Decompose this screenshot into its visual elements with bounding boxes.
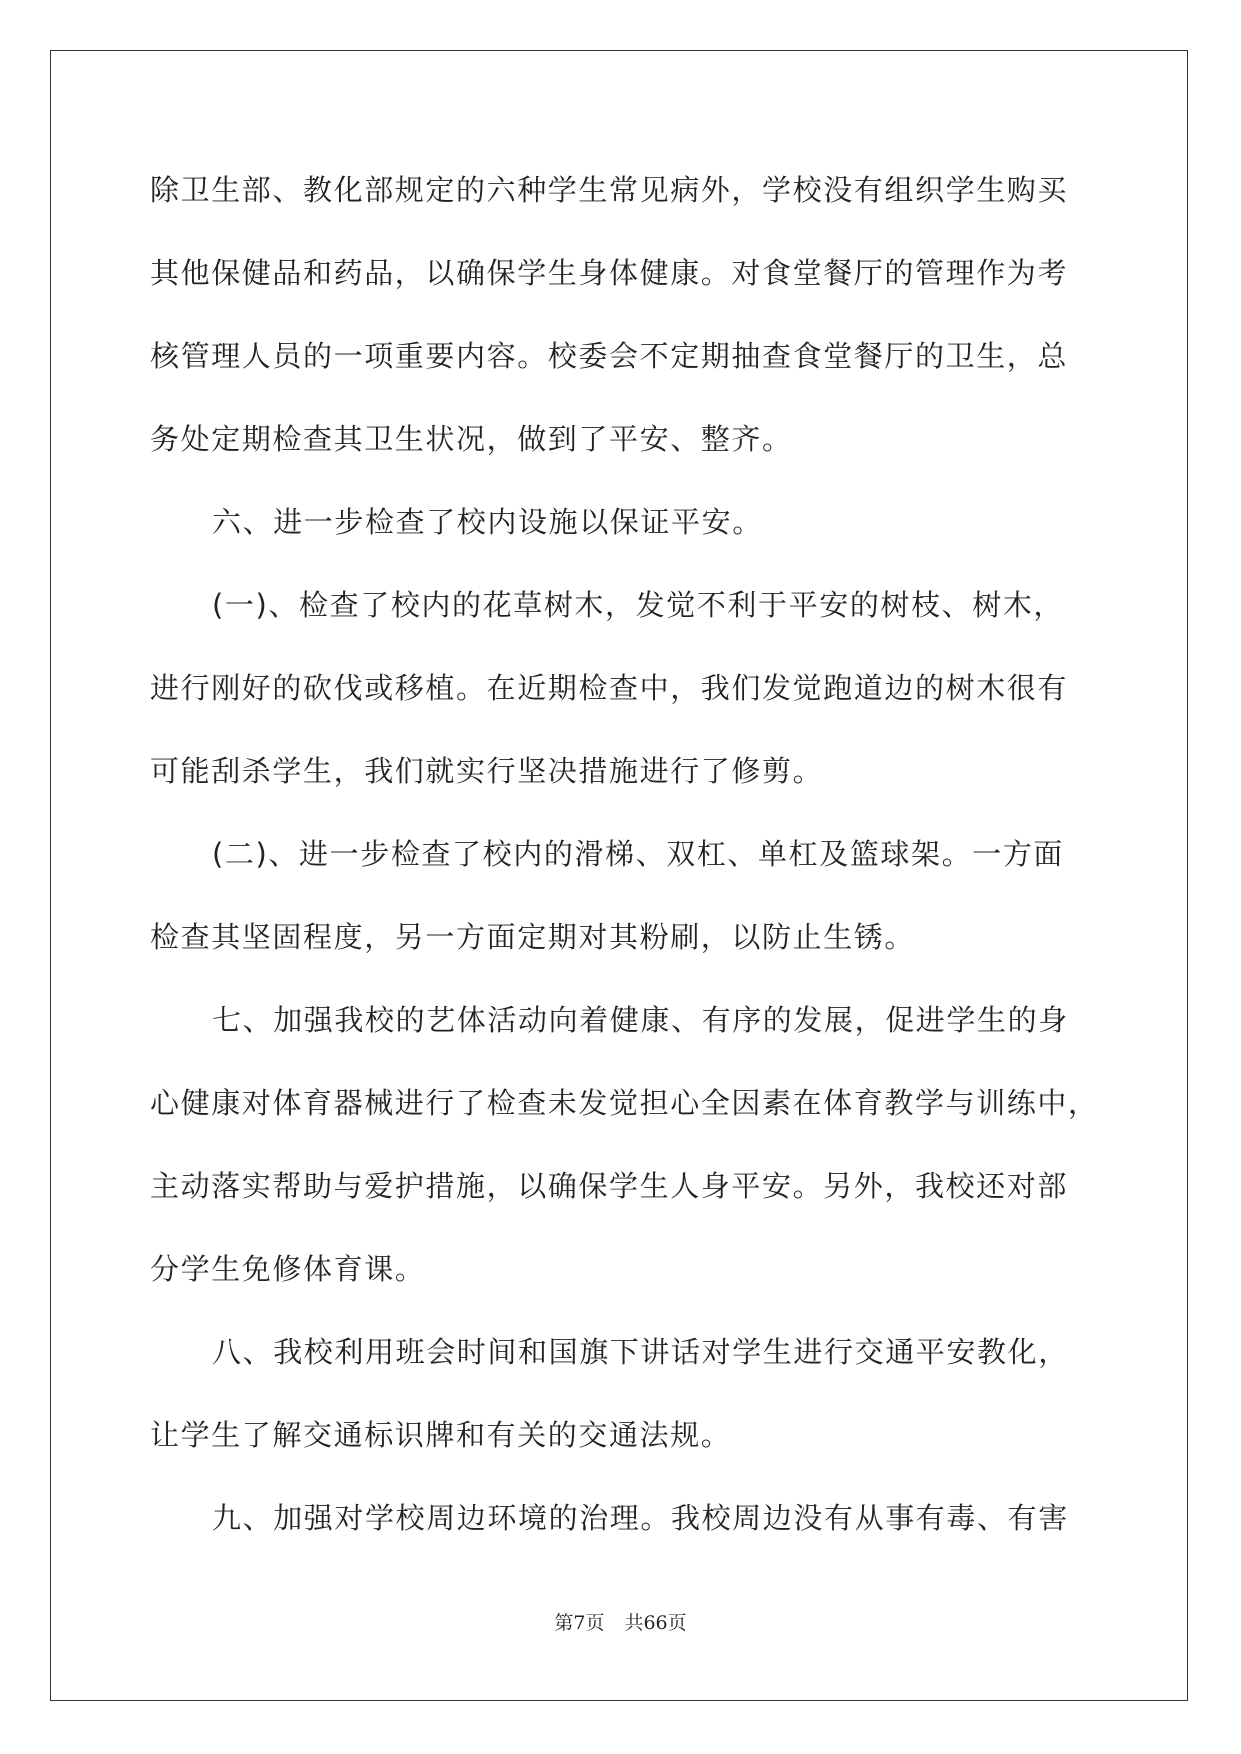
text-line: 进行刚好的砍伐或移植。在近期检查中，我们发觉跑道边的树木很有	[150, 671, 1069, 705]
text-line: 可能刮杀学生，我们就实行坚决措施进行了修剪。	[150, 754, 824, 788]
section-heading-six: 六、进一步检查了校内设施以保证平安。	[212, 505, 763, 539]
text-line: 分学生免修体育课。	[150, 1252, 426, 1286]
text-line: 除卫生部、教化部规定的六种学生常见病外，学校没有组织学生购买	[150, 173, 1069, 207]
text-line: 让学生了解交通标识牌和有关的交通法规。	[150, 1418, 732, 1452]
section-seven: 七、加强我校的艺体活动向着健康、有序的发展，促进学生的身	[212, 1003, 1069, 1037]
text-line: 主动落实帮助与爱护措施，以确保学生人身平安。另外，我校还对部	[150, 1169, 1069, 1203]
text-line: 核管理人员的一项重要内容。校委会不定期抽查食堂餐厅的卫生，总	[150, 339, 1069, 373]
section-nine: 九、加强对学校周边环境的治理。我校周边没有从事有毒、有害	[212, 1501, 1069, 1535]
section-eight: 八、我校利用班会时间和国旗下讲话对学生进行交通平安教化，	[212, 1335, 1069, 1369]
text-line: 其他保健品和药品，以确保学生身体健康。对食堂餐厅的管理作为考	[150, 256, 1069, 290]
document-body	[150, 160, 1099, 1571]
page-footer	[0, 1608, 1241, 1635]
text-line: 检查其坚固程度，另一方面定期对其粉刷，以防止生锈。	[150, 920, 916, 954]
page-number: 第7页	[554, 1612, 605, 1634]
subsection-two: (二)、进一步检查了校内的滑梯、双杠、单杠及篮球架。一方面	[212, 837, 1065, 871]
text-line: 务处定期检查其卫生状况，做到了平安、整齐。	[150, 422, 793, 456]
page-total: 共66页	[624, 1612, 687, 1634]
subsection-one: (一)、检查了校内的花草树木，发觉不利于平安的树枝、树木，	[212, 588, 1065, 622]
text-line: 心健康对体育器械进行了检查未发觉担心全因素在体育教学与训练中，	[150, 1086, 1099, 1120]
